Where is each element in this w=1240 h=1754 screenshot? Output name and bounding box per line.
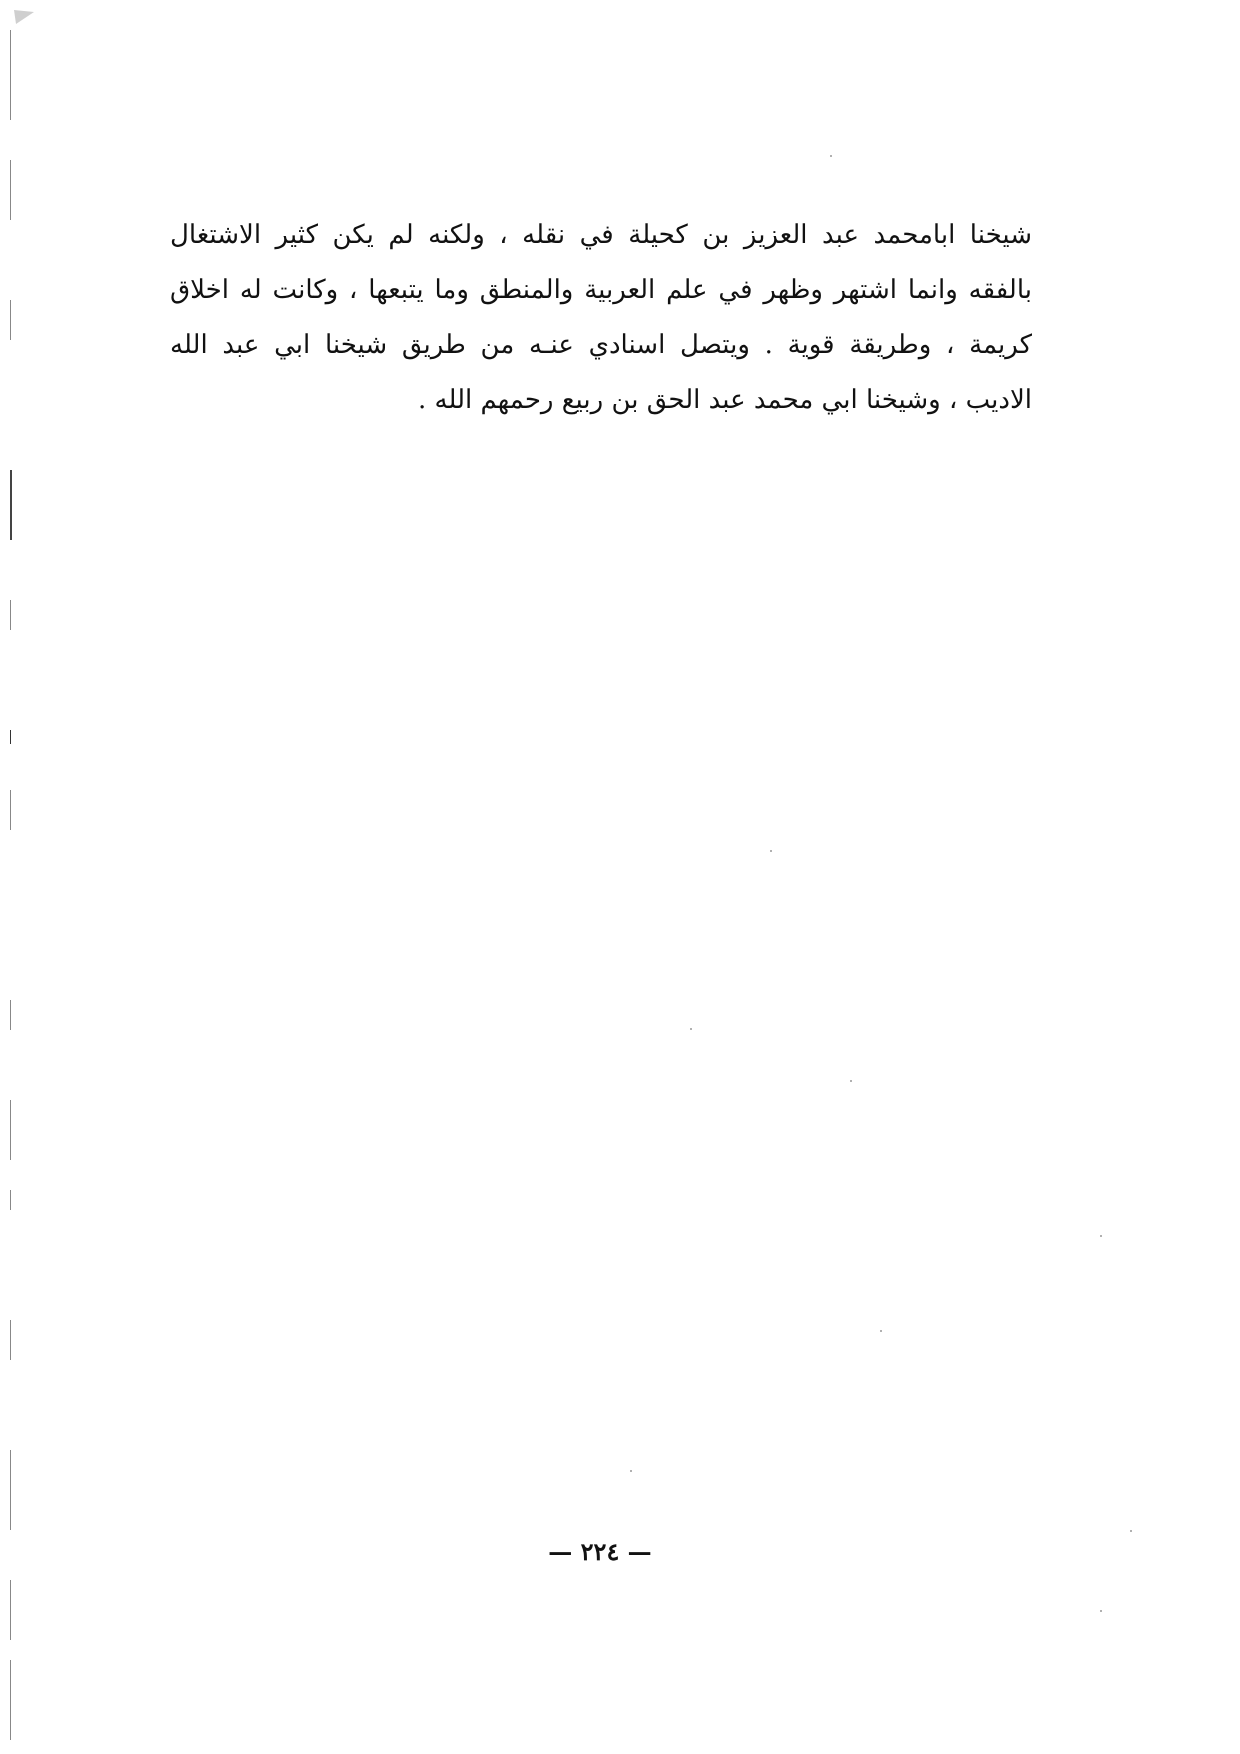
scan-speck <box>770 850 772 852</box>
scan-speck <box>1130 1530 1132 1532</box>
paragraph-line: كريمة ، وطريقة قوية . ويتصل اسنادي عنـه من طريق شيخنا ابي عبد الله <box>170 330 1032 360</box>
scan-corner-artifact <box>14 10 34 24</box>
scan-speck <box>830 155 832 157</box>
scan-edge-artifacts <box>10 0 16 1754</box>
body-paragraph <box>170 208 1032 428</box>
scan-speck <box>880 1330 882 1332</box>
paragraph-line: بالفقه وانما اشتهر وظهر في علم العربية والمنطق وما يتبعها ، وكانت له اخلاق <box>170 275 1032 305</box>
scan-speck <box>1100 1610 1102 1612</box>
scan-speck <box>850 1080 852 1082</box>
paragraph-line: الاديب ، وشيخنا ابي محمد عبد الحق بن ربيع رحمهم الله . <box>418 385 1032 415</box>
paragraph-line: شيخنا ابامحمد عبد العزيز بن كحيلة في نقله ، ولكنه لم يكن كثير الاشتغال <box>170 220 1032 250</box>
page-number: — ٢٢٤ — <box>548 1537 652 1566</box>
scan-speck <box>690 1028 692 1030</box>
scan-speck <box>1100 1235 1102 1237</box>
scan-speck <box>630 1470 632 1472</box>
